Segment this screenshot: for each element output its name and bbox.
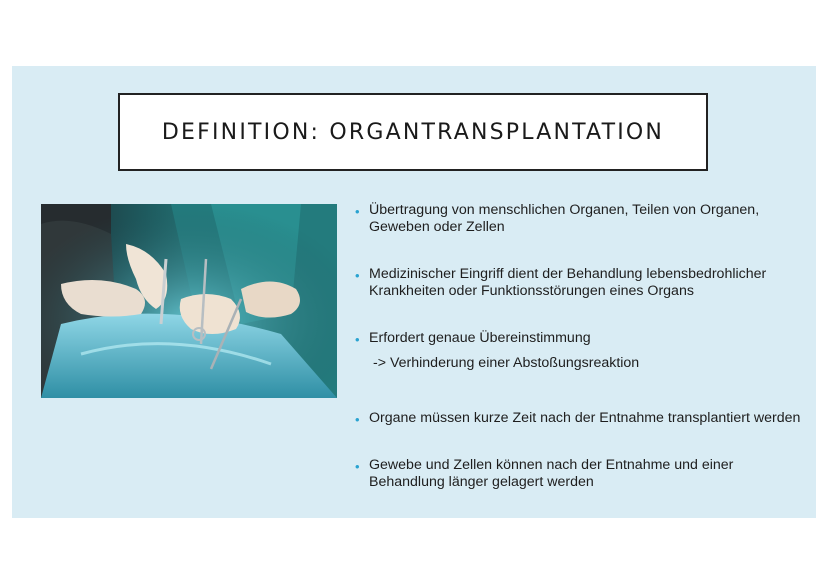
bullet-text: Organe müssen kurze Zeit nach der Entnahme transplantiert werden xyxy=(369,410,801,426)
bullet-dot-icon: • xyxy=(355,268,360,283)
bullet-text: Gewebe und Zellen können nach der Entnahme und einer Behandlung länger gelagert werden xyxy=(369,457,734,490)
bullet-item xyxy=(355,457,810,491)
surgery-photo xyxy=(41,204,337,398)
bullet-dot-icon: • xyxy=(355,332,360,347)
bullet-item xyxy=(355,330,810,372)
bullet-text: Medizinischer Eingriff dient der Behandlung lebensbedrohlicher Krankheiten oder Funktionsstörungen eines Organs xyxy=(369,266,767,299)
slide-title: DEFINITION: ORGANTRANSPLANTATION xyxy=(161,119,665,145)
bullet-dot-icon: • xyxy=(355,412,360,427)
bullet-list xyxy=(355,202,810,491)
sub-point: -> Verhinderung einer Abstoßungsreaktion xyxy=(373,355,640,371)
bullet-item xyxy=(355,266,810,300)
bullet-dot-icon: • xyxy=(355,204,360,219)
slide xyxy=(12,66,816,518)
surgery-image xyxy=(41,204,337,398)
bullet-text: Übertragung von menschlichen Organen, Teilen von Organen, Geweben oder Zellen xyxy=(369,202,760,235)
bullet-text: Erfordert genaue Übereinstimmung xyxy=(369,330,591,346)
bullet-item xyxy=(355,410,810,427)
bullet-dot-icon: • xyxy=(355,459,360,474)
title-box xyxy=(118,93,708,171)
bullet-item xyxy=(355,202,810,236)
